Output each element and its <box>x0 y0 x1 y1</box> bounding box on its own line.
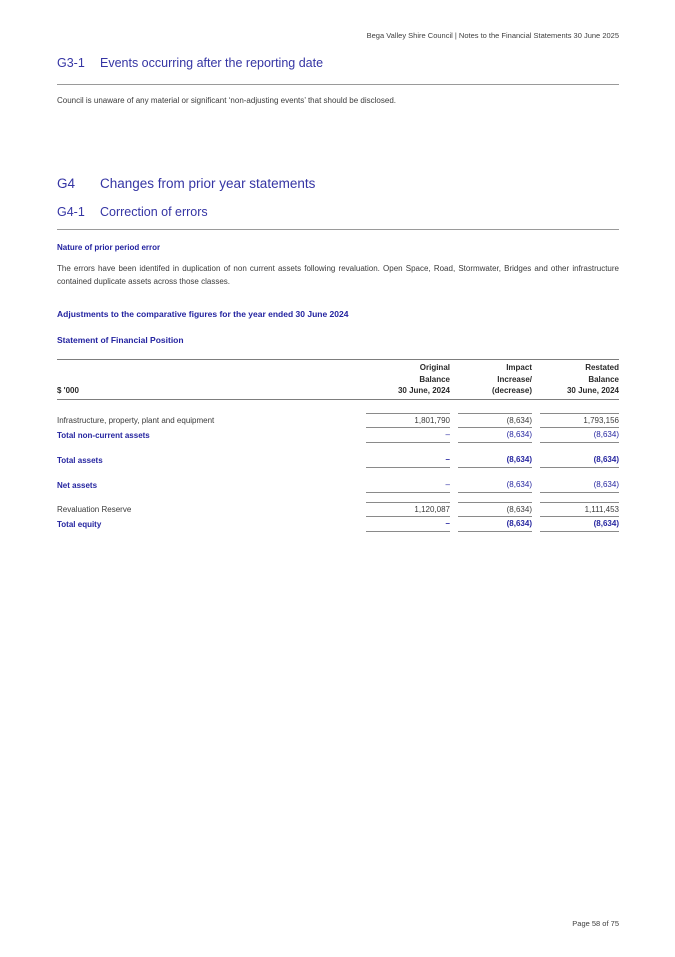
page-content <box>57 55 619 532</box>
row-value-original: – <box>366 517 450 532</box>
table-row-infrastructure <box>57 413 619 428</box>
column-header-impact: Impact Increase/ (decrease) <box>491 363 532 395</box>
row-value-restated: (8,634) <box>540 478 619 493</box>
table-row-revaluation-reserve <box>57 502 619 517</box>
table-unit-label: $ '000 <box>57 386 79 395</box>
section-heading-g4-1 <box>57 204 619 220</box>
row-label: Total non-current assets <box>57 430 150 440</box>
row-value-original: 1,120,087 <box>366 502 450 517</box>
running-header: Bega Valley Shire Council | Notes to the Financial Statements 30 June 2025 <box>366 31 619 40</box>
table-header-row <box>57 359 619 400</box>
section-heading-g4 <box>57 175 619 193</box>
row-value-restated: (8,634) <box>540 428 619 443</box>
row-label: Total equity <box>57 519 102 529</box>
table-spacer <box>57 493 619 502</box>
section-number-g3-1: G3-1 <box>57 56 85 70</box>
row-value-restated: 1,793,156 <box>540 413 619 428</box>
subheading-adjustments: Adjustments to the comparative figures for the year ended 30 June 2024 <box>57 309 349 319</box>
row-label: Net assets <box>57 480 98 490</box>
table-spacer <box>57 443 619 453</box>
row-value-impact: (8,634) <box>458 478 532 493</box>
row-value-impact: (8,634) <box>458 502 532 517</box>
row-value-original: – <box>366 478 450 493</box>
section-title-g4-1: Correction of errors <box>100 205 208 219</box>
table-spacer <box>57 468 619 478</box>
table-body <box>57 413 619 532</box>
row-value-original: – <box>366 428 450 443</box>
section-number-g4-1: G4-1 <box>57 205 85 219</box>
row-value-impact: (8,634) <box>458 517 532 532</box>
table-row-total-assets <box>57 453 619 468</box>
row-value-restated: (8,634) <box>540 453 619 468</box>
subheading-statement-of-financial-position: Statement of Financial Position <box>57 335 184 345</box>
section-title-g4: Changes from prior year statements <box>100 176 316 191</box>
divider-g4-1 <box>57 229 619 230</box>
table-row-total-non-current-assets <box>57 428 619 443</box>
row-value-restated: 1,111,453 <box>540 502 619 517</box>
row-value-original: 1,801,790 <box>366 413 450 428</box>
row-label: Total assets <box>57 455 103 465</box>
page-number: Page 58 of 75 <box>572 919 619 928</box>
subheading-nature-of-error: Nature of prior period error <box>57 243 161 252</box>
financial-position-table <box>57 359 619 532</box>
row-label: Infrastructure, property, plant and equipment <box>57 415 215 425</box>
row-value-original: – <box>366 453 450 468</box>
paragraph-g3-1: Council is unaware of any material or significant ‘non-adjusting events’ that should be disclosed. <box>57 96 397 105</box>
paragraph-nature-of-error: The errors have been identifed in duplication of non current assets following revaluation. Open Space, Road, Stormwater, Bridges and other infrastructure contained duplicate assets across those classes. <box>57 264 619 286</box>
row-value-impact: (8,634) <box>458 413 532 428</box>
row-value-impact: (8,634) <box>458 453 532 468</box>
row-value-impact: (8,634) <box>458 428 532 443</box>
row-value-restated: (8,634) <box>540 517 619 532</box>
section-number-g4: G4 <box>57 176 76 191</box>
table-row-net-assets <box>57 478 619 493</box>
table-row-total-equity <box>57 517 619 532</box>
column-header-restated-balance: Restated Balance 30 June, 2024 <box>566 363 619 395</box>
section-title-g3-1: Events occurring after the reporting date <box>100 56 324 70</box>
divider-g3-1 <box>57 84 619 85</box>
column-header-original-balance: Original Balance 30 June, 2024 <box>397 363 450 395</box>
row-label: Revaluation Reserve <box>57 504 132 514</box>
section-heading-g3-1 <box>57 55 619 71</box>
